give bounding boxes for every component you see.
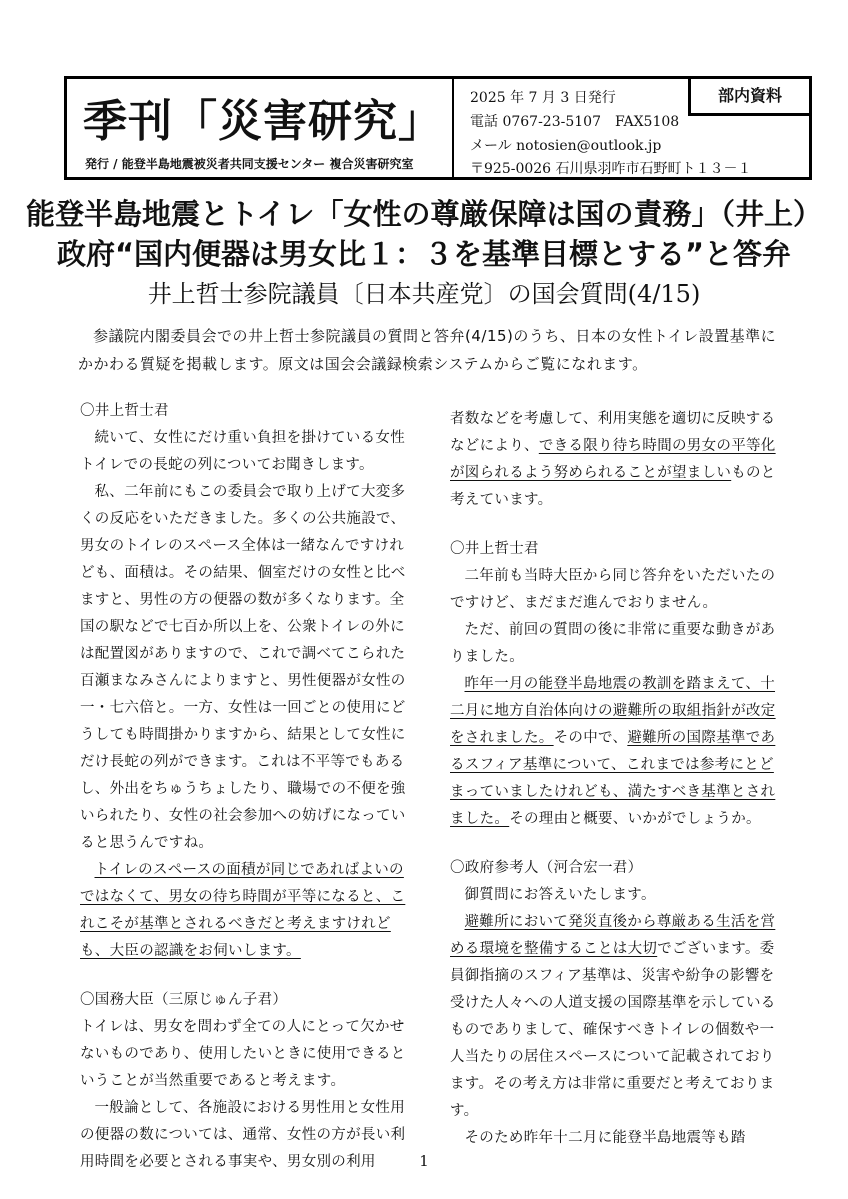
masthead-title-box	[67, 79, 454, 177]
internal-document-badge: 部内資料	[688, 76, 812, 116]
publisher-line: 発行 / 能登半島地震被災者共同支援センター 複合災害研究室	[85, 157, 414, 171]
paragraph	[450, 671, 786, 833]
underlined-text: 昨年一月の能登半島地震の教訓を踏まえて、十二月に地方自治体向けの避難所の取組指針が改定をされました。	[450, 676, 776, 746]
issue-date: 2025 年 7 月 3 日発行	[470, 90, 616, 106]
headline-subtitle: 井上哲士参院議員〔日本共産党〕の国会質問(4/15)	[147, 280, 701, 308]
underlined-text: できる限り待ち時間の男女の平等化が図られるよう努められることが望ましい	[450, 438, 776, 481]
paragraph	[450, 406, 786, 514]
phone-fax: 電話 0767-23-5107 FAX5108	[470, 114, 680, 130]
paragraph	[450, 909, 786, 1125]
address: 〒925-0026 石川県羽咋市石野町ト１３－１	[470, 161, 752, 177]
paragraph: 御質問にお答えいたします。	[464, 887, 656, 903]
intro-paragraph: 参議院内閣委員会での井上哲士参院議員の質問と答弁(4/15)のうち、日本の女性トイレ設置基準にかかわる質疑を掲載します。原文は国会会議録検索システムからご覧になれます。	[78, 327, 777, 373]
text-span: その理由と概要、いかがでしょうか。	[509, 811, 761, 827]
paragraph: 一般論として、各施設における男性用と女性用の便器の数については、通常、女性の方が長い利用時間を必要とされる事実や、男女別の利用	[80, 1100, 406, 1170]
text-span: 者数などを考慮して、利用実態を適切に反映するなどにより、	[450, 411, 776, 454]
left-column	[80, 398, 416, 1176]
headline-1: 能登半島地震とトイレ「女性の尊厳保障は国の責務」（井上）	[25, 197, 823, 231]
paragraph: 二年前も当時大臣から同じ答弁をいただいたのですけど、まだまだ進んでおりません。	[450, 568, 776, 611]
text-span: その中で、	[553, 730, 628, 746]
speaker-inoue-2: 〇井上哲士君	[450, 541, 539, 557]
text-span: ものと考えています。	[450, 465, 776, 508]
underlined-paragraph: トイレのスペースの面積が同じであればよいのではなくて、男女の待ち時間が平等になると、これこそが基準とされるべきだと考えますけれども、大臣の認識をお伺いします。	[80, 862, 406, 959]
paragraph: そのため昨年十二月に能登半島地震等も踏	[464, 1130, 746, 1146]
masthead-info-box	[454, 79, 809, 177]
publication-title: 季刊「災害研究」	[83, 96, 443, 147]
paragraph: 私、二年前にもこの委員会で取り上げて大変多くの反応をいただきました。多くの公共施設で、男女のトイレのスペース全体は一緒なんですけれども、面積は。その結果、個室だけの女性と比べますと、男性の方の便器の数が多くなります。全国の駅などで七百か所以上を、公衆トイレの外には配置図がありますので、これで調べてこられた百瀬まなみさんによりますと、男性便器が女性の一・七六倍と。一方、女性は一回ごとの使用にどうしても時間掛かりますから、結果として女性にだけ長蛇の列ができます。これは不平等でもあるし、外出をちゅうちょしたり、職場での不便を強いられたり、女性の社会参加への妨げになっていると思うんですね。	[80, 484, 406, 851]
speaker-government: 〇政府参考人（河合宏一君）	[450, 860, 643, 876]
masthead	[64, 76, 812, 180]
paragraph: 続いて、女性にだけ重い負担を掛けている女性トイレでの長蛇の列についてお聞きします。	[80, 430, 406, 473]
speaker-inoue-1: 〇井上哲士君	[80, 403, 169, 419]
underlined-text: 避難所の国際基準であるスフィア基準について、これまでは参考にとどまっていましたけれども、満たすべき基準とされました。	[450, 730, 776, 827]
headline-2: 政府“国内便器は男女比１：３を基準目標とする”と答弁	[56, 237, 792, 271]
speaker-minister: 〇国務大臣（三原じゅん子君）	[80, 992, 288, 1008]
paragraph: ただ、前回の質問の後に非常に重要な動きがありました。	[450, 622, 776, 665]
right-column	[450, 406, 786, 1152]
text-span: でございます。委員御指摘のスフィア基準は、災害や紛争の影響を受けた人々への人道支援の国際基準を示しているものでありまして、確保すべきトイレの個数や一人当たりの居住スペースについて記載されております。その考え方は非常に重要だと考えております。	[450, 941, 776, 1119]
paragraph: トイレは、男女を問わず全ての人にとって欠かせないものであり、使用したいときに使用できるということが当然重要であると考えます。	[80, 1019, 406, 1089]
page-number: 1	[419, 1152, 429, 1170]
underlined-text: 避難所において発災直後から尊厳ある生活を営める環境を整備することは大切	[450, 914, 776, 957]
email: メール notosien@outlook.jp	[470, 138, 662, 154]
